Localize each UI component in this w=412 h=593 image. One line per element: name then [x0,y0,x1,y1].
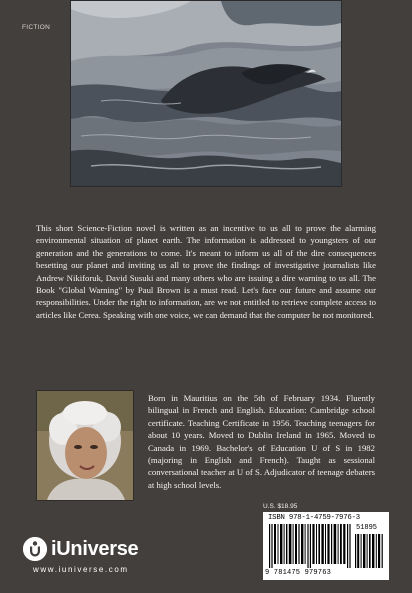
barcode-addon-number: 51895 [356,524,378,532]
barcode-bars [269,524,351,568]
barcode-addon-bars [355,534,385,568]
book-description: This short Science-Fiction novel is written as an incentive to us all to prove the alarming environmental situation of planet earth. The information is addressed to youngsters of our generation and the generations to come. It's meant to inform us all of the dire consequences besetting our planet and inviting us all to prove the findings of investigative journalists like Andrew Nikiforuk, David Susuki and many others who are issuing a dire warning to us all. The Book "Global Warning" by Paul Brown is a must read. Let's face our future and assume our responsibilities. Under the right to information, are we not entitled to retrieve complete access to articles like Cerea. Speaking with one voice, we can demand that the computer be not monitored. [36,223,376,320]
publisher-logo [23,536,138,562]
author-photo [36,390,134,501]
publisher-logo-icon [23,537,47,561]
genre-label: FICTION [22,24,51,31]
cover-illustration [70,0,342,187]
publisher-name: iUniverse [51,537,139,560]
publisher-website: www.iuniverse.com [33,565,129,574]
author-biography: Born in Mauritius on the 5th of February 1934. Fluently bilingual in French and English. Education: Cambridge school certificate. Teaching Certificate in 1956. Teaching teenagers for about 10 years. Moved to Dublin Ireland in 1965. Moved to Canada in 1969. Bachelor's of Education U of S in 1982 (majoring in English and French). Taught as sessional conversational teacher at U of S. Adjudicator of teenage debaters at high school levels. [148,393,375,490]
price-label: U.S. $18.95 [263,503,298,510]
barcode-digits: 9 781475 979763 [265,569,332,577]
isbn-barcode [263,512,389,580]
isbn-number: ISBN 978-1-4759-7976-3 [268,514,360,522]
